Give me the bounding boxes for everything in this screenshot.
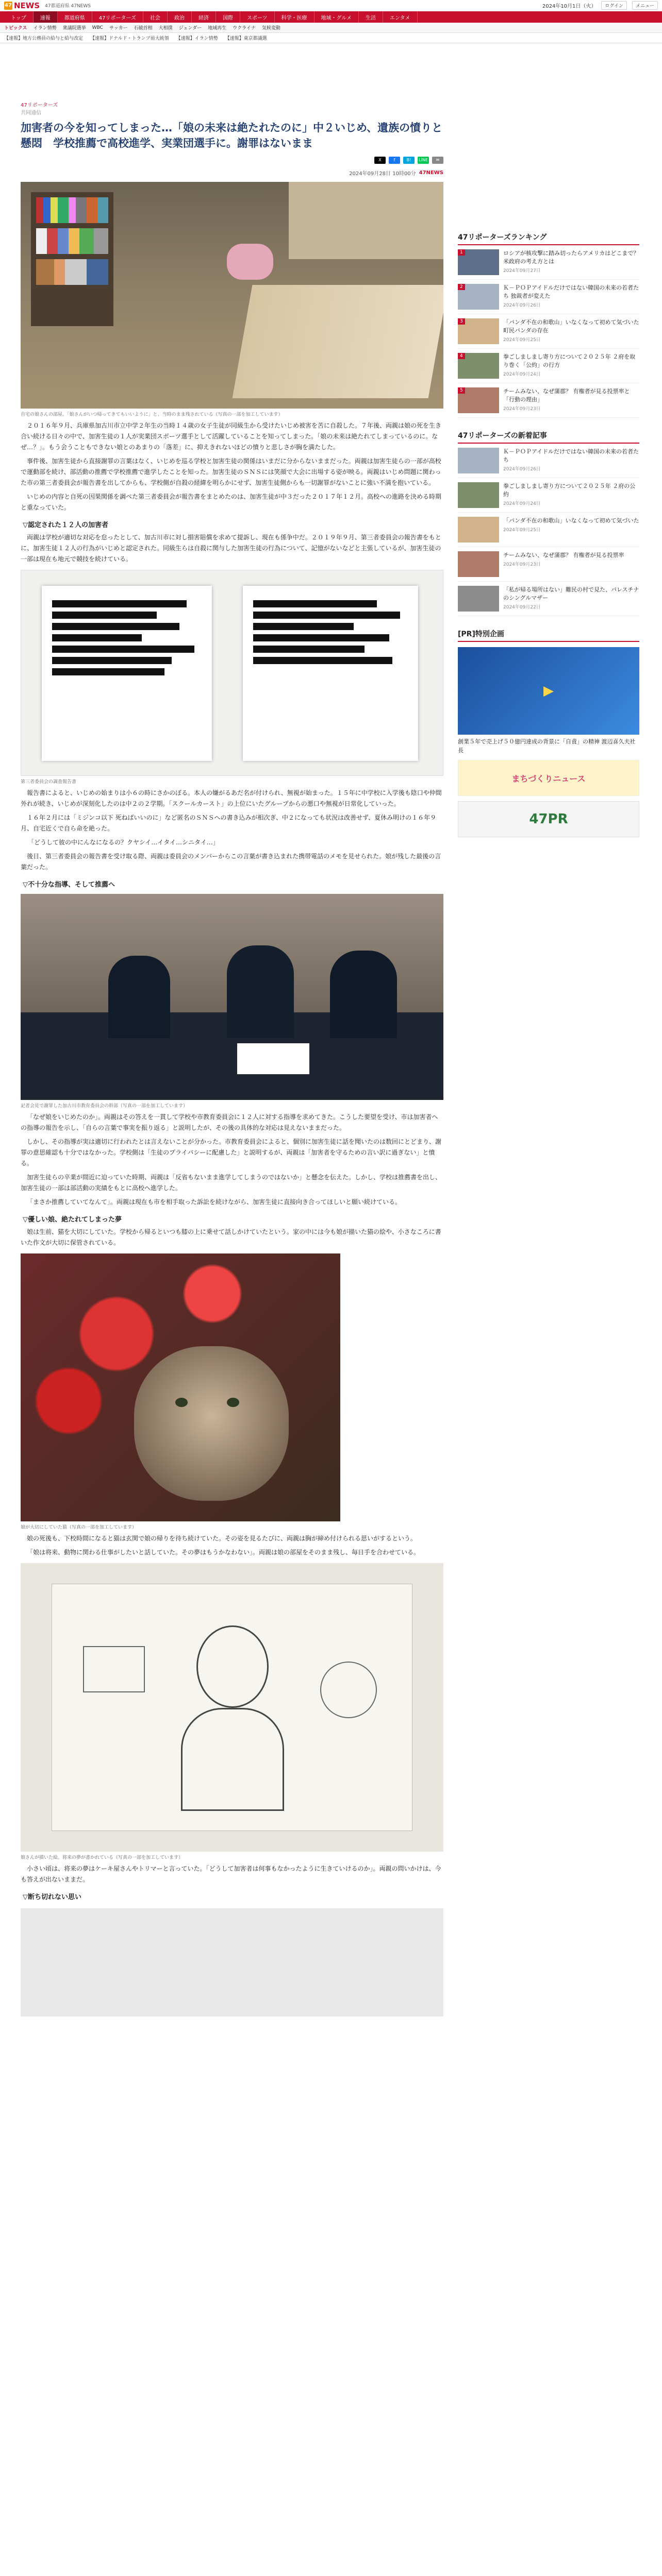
list-item-title: 「パンダ不在の和歌山」いなくなって初めて気づいた — [503, 517, 639, 524]
list-item[interactable] — [458, 383, 639, 418]
list-item-title: Ｋ－ＰＯＰアイドルだけではない韓国の未来の若者たち 独裁者が変えた — [503, 284, 639, 299]
nav-item[interactable]: 政治 — [168, 11, 192, 23]
nav-item[interactable]: 地域・グルメ — [315, 11, 359, 23]
nav-item[interactable]: 47リポーターズ — [92, 11, 143, 23]
article-photo-press — [21, 894, 443, 1100]
list-item-date: 2024年09月24日 — [503, 501, 541, 506]
thumbnail — [458, 284, 499, 310]
share-button[interactable]: f — [389, 157, 400, 164]
list-item[interactable] — [458, 582, 639, 616]
nav-item[interactable]: 都道府県 — [58, 11, 92, 23]
article-photo-final — [21, 1908, 443, 2016]
section-heading: ▽断ち切れない思い — [23, 1893, 81, 1901]
article-paragraph: 小さい頃は、将来の夢はケーキ屋さんやトリマーと言っていた。「どうして加害者は何事もなかったように生きていけるのか」。両親の問いかけは、今も答えが出ないままだ。 — [21, 1865, 441, 1883]
list-item-title: 「私が帰る場所はない」難民の村で見た、パレスチナのシングルマザー — [503, 586, 639, 601]
list-item-date: 2024年09月25日 — [503, 337, 541, 343]
site-logo[interactable]: 47 NEWS — [5, 1, 40, 10]
cat-eye-shape — [175, 1398, 188, 1407]
breaking-bar — [0, 33, 662, 43]
list-item-title: 「パンダ不在の和歌山」いなくなって初めて気づいた 町民パンダの存在 — [503, 319, 639, 334]
article-photo-drawing — [21, 1563, 443, 1852]
list-item-date: 2024年09月22日 — [503, 604, 541, 610]
topic-link[interactable]: WBC — [92, 25, 103, 30]
report-page-right — [243, 586, 418, 761]
drawing-paper-shape — [52, 1584, 412, 1831]
breaking-link[interactable]: 【速報】イラン情勢 — [176, 36, 218, 41]
nameplate-shape — [237, 1043, 309, 1074]
person-shape — [330, 951, 397, 1038]
list-item[interactable] — [458, 513, 639, 547]
main-nav — [0, 11, 662, 23]
article-title: 加害者の今を知ってしまった…「娘の未来は絶たれたのに」中２いじめ、遺族の憤りと懸悶 学校推薦で高校進学、実業団選手に。謝罪はないまま — [21, 122, 443, 150]
list-item[interactable] — [458, 349, 639, 383]
nav-item[interactable]: スポーツ — [240, 11, 275, 23]
ranking-title: 47リポーターズランキング — [458, 232, 639, 245]
topic-link[interactable]: ウクライナ — [233, 26, 256, 31]
person-shape — [227, 945, 294, 1038]
article-paragraph: 「なぜ娘をいじめたのか」。両親はその答えを一貫して学校や市教育委員会に１２人に対する指導を求めてきた。こうした要望を受け、市は加害者への指導の報告を示し、「自らの言葉で事実を振り返る」と説明したが、その後の具体的な対応は見えないままだった。 — [21, 1113, 438, 1131]
publisher-name: 47NEWS — [419, 170, 443, 176]
article-paragraph: １６年２月には「ミジンコ以下 死ねばいいのに」など匿名のＳＮＳへの書き込みが相次ぎ、中２になっても状況は改善せず、夏休み明けの１６年９月、自宅近くで自ら命を絶った。 — [21, 814, 437, 832]
window-shape — [289, 182, 443, 259]
list-item-date: 2024年09月25日 — [503, 527, 541, 533]
new-articles-list — [458, 444, 639, 616]
list-item-date: 2024年09月26日 — [503, 466, 541, 472]
list-item-date: 2024年09月23日 — [503, 562, 541, 567]
rank-number: 4 — [458, 353, 465, 359]
nav-item[interactable]: 速報 — [34, 11, 58, 23]
topics-bar — [0, 23, 662, 33]
topic-link[interactable]: サッカー — [109, 26, 128, 31]
nav-item[interactable]: 生活 — [359, 11, 383, 23]
list-item-date: 2024年09月27日 — [503, 268, 541, 274]
thumbnail — [458, 551, 499, 577]
thumbnail — [458, 387, 499, 413]
list-item-title: チームみない、なぜ蒲郡？ 有権者が見る投票率と「行動の理由」 — [503, 388, 630, 403]
nav-item[interactable]: エンタメ — [383, 11, 418, 23]
rank-number: 5 — [458, 387, 465, 394]
article-paragraph: 「まさか推薦していてなんて」。両親は現在も市を相手取った訴訟を続けながら、加害生徒に直接向き合ってほしいと願い続けている。 — [27, 1198, 402, 1206]
pr-banner-text[interactable]: 創業５年で売上げ５０億円達成の背景に「自責」の精神 渡辺喜久夫社長 — [458, 738, 636, 754]
breaking-link[interactable]: 【速報】ドナルド・トランプ前大統領 — [90, 36, 169, 41]
list-item-date: 2024年09月26日 — [503, 302, 541, 308]
article-paragraph: いじめの内容と自死の因果関係を調べた第三者委員会が報告書をまとめたのは、加害生徒が中３だった２０１７年１２月。高校への進路を決める時期と重なっていた。 — [21, 493, 442, 511]
pr-banner-town[interactable]: まちづくりニュース — [458, 760, 639, 796]
list-item[interactable] — [458, 478, 639, 513]
section-heading: ▽優しい娘、絶たれてしまった夢 — [23, 1215, 122, 1224]
share-bar — [21, 157, 443, 164]
article-paragraph: 娘は生前、猫を大切にしていた。学校から帰るといつも膝の上に乗せて話しかけていたという。家の中には今も娘が描いた猫の絵や、小さなころに書いた作文が大切に保管されている。 — [21, 1228, 441, 1246]
article — [21, 100, 443, 2016]
rank-number: 1 — [458, 249, 465, 256]
report-page-left — [42, 586, 212, 761]
person-shape — [108, 956, 170, 1038]
bookshelf-shape — [31, 192, 113, 326]
topic-link[interactable]: 衆議院選挙 — [62, 26, 86, 31]
thumbnail — [458, 448, 499, 473]
cat-eye-shape — [227, 1398, 239, 1407]
pr-arrow-icon: ▶ — [543, 683, 554, 699]
article-photo-cat — [21, 1253, 340, 1521]
list-item[interactable] — [458, 444, 639, 478]
article-source-label: 共同通信 — [21, 110, 41, 116]
menu-button[interactable]: メニュー — [632, 1, 658, 10]
topic-link[interactable]: 気候変動 — [261, 26, 280, 31]
article-paragraph: しかし、その指導が実は適切に行われたとは言えないことが分かった。市教育委員会によると、個別に加害生徒に話を聞いたのは数回にとどまり、謝罪の意思確認も十分ではなかった。学校側は「生徒のプライバシーに配慮した」と説明するが、両親は「加害者を守るための言い訳に過ぎない」と憤る。 — [21, 1138, 442, 1167]
list-item-title: チームみない、なぜ蒲郡？ 有権者が見る投票率 — [503, 552, 624, 558]
sidebar — [458, 227, 639, 837]
article-paragraph: ２０１６年９月、兵庫県加古川市立中学２年生の当時１４歳の女子生徒が同級生から受けたいじめ被害を苦に自殺した。７年後、両親は娘の死を生き合い続ける日々の中で、加害生徒の１人が実業団スポーツ選手として活躍していることを知ってしまった。「娘の未来は絶たれてしまっているのに。なぜ…？」。もう会うこともできない娘とのあまりの「落差」に、抑えきれないほどの憤りと悲しさが胸を満たした。 — [21, 421, 442, 451]
share-button[interactable]: B! — [403, 157, 415, 164]
nav-item[interactable]: 経済 — [192, 11, 216, 23]
photo-caption: 自宅の娘さんの部屋。「娘さんがいつ帰ってきてもいいように」と、当時のまま残されている（写真の一部を加工しています） — [21, 412, 283, 417]
article-paragraph: 後日、第三者委員会の報告書を受け取る際、両親は委員会のメンバーからこの言葉が書き込まれた携帯電話のメモを見せられた。娘が残した最後の言葉だった。 — [21, 852, 441, 871]
stuffed-toy-shape — [227, 244, 273, 280]
article-paragraph: 報告書によると、いじめの始まりは小６の時にさかのぼる。本人の嫌がるあだ名が付けられ、無視が始まった。１５年に中学校に入学後も陰口や仲間外れが続き、いじめが深刻化したのは中２の２学期。「スクールカースト」の上位にいたグループからの悪口や無視が日常化していった。 — [21, 789, 442, 807]
list-item-title: Ｋ－ＰＯＰアイドルだけではない韓国の未来の若者たち — [503, 448, 639, 463]
topic-link[interactable]: ジェンダー — [178, 26, 202, 31]
article-category[interactable]: 47リポーターズ — [21, 103, 58, 108]
section-heading: ▽認定された１２人の加害者 — [23, 521, 108, 529]
list-item[interactable] — [458, 547, 639, 582]
nav-item[interactable]: 国際 — [216, 11, 240, 23]
list-item-title: ロシアが核攻撃に踏み切ったらアメリカはどこまで？ 米政府の考え方とは — [503, 250, 639, 265]
publish-date: 2024年09月28日 10時00分 — [349, 171, 416, 177]
rank-number: 3 — [458, 318, 465, 325]
topic-link[interactable]: 大相撲 — [158, 26, 173, 31]
list-item[interactable] — [458, 314, 639, 349]
share-button[interactable]: LINE — [418, 157, 429, 164]
share-button[interactable]: ✉ — [432, 157, 443, 164]
pr-title: [PR]特別企画 — [458, 629, 639, 642]
share-button[interactable]: X — [374, 157, 386, 164]
topic-link[interactable]: 地域再生 — [208, 26, 227, 31]
nav-item[interactable]: 社会 — [143, 11, 168, 23]
article-paragraph: 「娘は将来、動物に関わる仕事がしたいと話していた。その夢はもうかなわない」。両親は娘の部屋をそのまま残し、毎日手を合わせている。 — [27, 1548, 420, 1556]
list-item-title: 拳ごしましまし寄り方について２０２５年 ２府の公約 — [503, 483, 636, 498]
list-item-title: 拳ごしましまし寄り方について２０２５年 ２府を取り巻く「公約」の行方 — [503, 353, 636, 368]
ranking-list — [458, 245, 639, 418]
list-item-date: 2024年09月24日 — [503, 371, 541, 377]
rank-number: 2 — [458, 284, 465, 290]
section-heading: ▽不十分な指導、そして推薦へ — [23, 880, 115, 889]
login-button[interactable]: ログイン — [601, 1, 627, 10]
photo-caption: 娘さんが描いた絵。将来の夢が書かれている（写真の一部を加工しています） — [21, 1855, 184, 1860]
article-paragraph: 両親は学校が適切な対応を怠ったとして、加古川市に対し損害賠償を求めて提訴し、現在も係争中だ。２０１９年９月、第三者委員会の報告書をもとに、加害生徒１２人の行為がいじめと認定された。同級生らは自殺に関与した加害生徒の行為について、記憶がないなどと主張しているが、加害生徒の一部は現在も地元で競技を続けている。 — [21, 533, 441, 563]
quote: 「どうして彼の中にんなになるの？クヤシイ…イタイ…シニタイ…」 — [28, 838, 219, 846]
top-bar — [0, 0, 662, 11]
thumbnail — [458, 318, 499, 344]
article-paragraph: 事件後、加害生徒から直接謝罪の言葉はなく、いじめを巡る学校と加害生徒の関係はいまだに分からないままだった。両親は加害生徒らの一部が高校で運動部を続け、部活動の推薦で学校推薦で進学したことを知った。加害生徒のＳＮＳには笑顔で大会に出場する姿が映る。両親はいじめ問題に関わった市の第三者委員会が報告書を出してからも、学校側が自殺の経緯を明らかにせず、加害生徒側からも一切謝罪がないことに強い不満を抱いている。 — [21, 457, 441, 486]
thumbnail — [458, 353, 499, 379]
article-photo-report — [21, 570, 443, 776]
new-articles-title: 47リポーターズの新着記事 — [458, 430, 639, 444]
list-item[interactable] — [458, 280, 639, 314]
bed-shape — [233, 285, 443, 398]
topic-link[interactable]: イラン情勢 — [33, 26, 57, 31]
article-paragraph: 加害生徒らの卒業が間近に迫っていた時期、両親は「反省もないまま進学してしまうのではないか」と懸念を伝えた。しかし、学校は推薦書を出し、加害生徒の一部は部活動の実績をもとに高校へ進学した。 — [21, 1173, 442, 1192]
pr-banner-large[interactable] — [458, 647, 639, 735]
list-item-date: 2024年09月23日 — [503, 406, 541, 412]
thumbnail — [458, 249, 499, 275]
publish-info — [21, 169, 443, 177]
thumbnail — [458, 482, 499, 508]
pr-banner-47pr[interactable]: 47PR — [458, 801, 639, 837]
photo-caption: 第三者委員会の調査報告書 — [21, 779, 77, 785]
current-date: 2024年10月1日（火） — [542, 4, 597, 9]
list-item[interactable] — [458, 245, 639, 280]
site-tagline: 47都道府県 47NEWS — [45, 4, 91, 9]
article-photo-room — [21, 182, 443, 409]
logo-mark-icon: 47 — [4, 2, 12, 10]
cat-shape — [134, 1346, 289, 1501]
breaking-link[interactable]: 【速報】東京都議選 — [225, 36, 267, 41]
nav-item[interactable]: トップ — [4, 11, 34, 23]
photo-caption: 娘が大切にしていた猫（写真の一部を加工しています） — [21, 1524, 137, 1530]
topics-label: トピックス — [4, 26, 27, 31]
thumbnail — [458, 517, 499, 543]
thumbnail — [458, 586, 499, 612]
breaking-link[interactable]: 【速報】地方公務員の給与と給与改定 — [4, 36, 84, 41]
photo-caption: 記者会見で謝罪した加古川市教育委員会の幹部（写真の一部を加工しています） — [21, 1103, 188, 1109]
topic-link[interactable]: 石破首相 — [134, 26, 153, 31]
article-paragraph: 娘の死後も、下校時間になると猫は玄関で娘の帰りを待ち続けていた。その姿を見るたびに、両親は胸が締め付けられる思いがするという。 — [27, 1534, 417, 1542]
nav-item[interactable]: 科学・医療 — [275, 11, 315, 23]
